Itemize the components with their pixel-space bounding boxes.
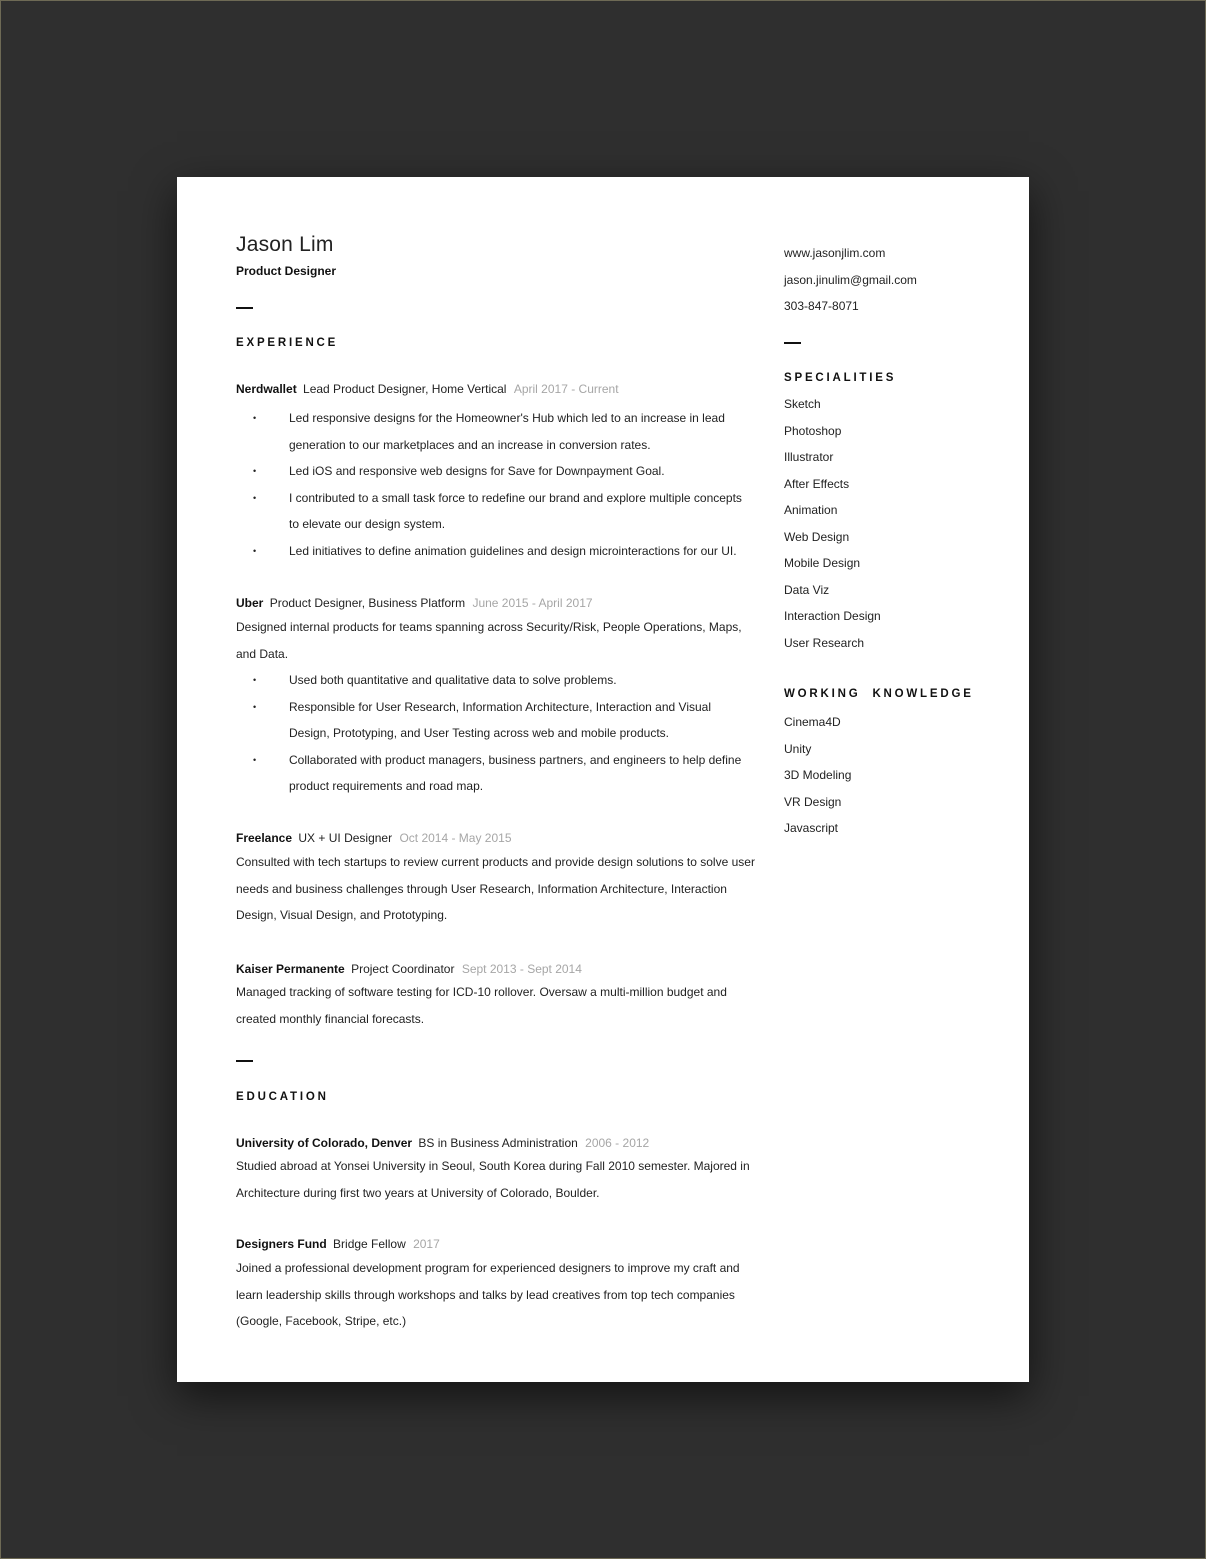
education-header-designers-fund [236, 1237, 440, 1251]
job-role: UX + UI Designer [298, 831, 393, 845]
list-item: Web Design [784, 529, 850, 544]
list-item: Cinema4D [784, 715, 841, 729]
job-role: Lead Product Designer, Home Vertical [303, 382, 507, 396]
list-item: Unity [784, 741, 812, 756]
email-link[interactable]: jason.jinulim@gmail.com [784, 273, 917, 287]
resume-page [177, 177, 1029, 1382]
list-item: Javascript [784, 821, 839, 835]
job-org: Kaiser Permanente [236, 962, 345, 976]
divider-dash [236, 307, 253, 309]
specialities-heading: SPECIALITIES [784, 372, 897, 384]
job-role: Project Coordinator [351, 962, 455, 976]
job-header-kaiser [236, 962, 582, 976]
education-dates: 2017 [413, 1237, 440, 1251]
job-header-uber [236, 596, 593, 610]
job-header-freelance [236, 831, 512, 845]
list-item: After Effects [784, 476, 850, 491]
divider-dash [236, 1060, 253, 1062]
list-item: Interaction Design [784, 609, 881, 623]
list-item: Mobile Design [784, 556, 861, 570]
list-item: • I contributed to a small task force to redefine our brand and explore multiple concepts to elevate our design system. [253, 485, 753, 538]
list-item: • Collaborated with product managers, business partners, and engineers to help define product requirements and road map. [253, 747, 753, 800]
list-item: User Research [784, 635, 865, 650]
job-header-nerdwallet [236, 382, 619, 396]
education-summary-colorado: Studied abroad at Yonsei University in Seoul, South Korea during Fall 2010 semester. Majored in Architecture during first two years at University of Colorado, Boulder. [236, 1159, 750, 1200]
job-summary-freelance: Consulted with tech startups to review current products and provide design solutions to solve user needs and business challenges through User Research, Information Architecture, Interaction Design, Visual Design, and Prototyping. [236, 855, 755, 922]
education-org: University of Colorado, Denver [236, 1136, 413, 1150]
education-degree: BS in Business Administration [418, 1136, 578, 1150]
job-bullets-uber [253, 667, 753, 800]
job-dates: June 2015 - April 2017 [472, 596, 593, 610]
list-item: 3D Modeling [784, 768, 852, 782]
job-dates: April 2017 - Current [513, 382, 619, 396]
working-knowledge-heading: WORKING KNOWLEDGE [784, 688, 974, 700]
website-link[interactable]: www.jasonjlim.com [784, 246, 886, 260]
candidate-name: Jason Lim [236, 233, 334, 256]
list-item: Data Viz [784, 582, 830, 597]
education-summary-designers-fund: Joined a professional development program for experienced designers to improve my craft and learn leadership skills through workshops and talks by lead creatives from top tech companies (Google, Facebook, Stripe, etc.) [236, 1261, 740, 1328]
list-item: • Led responsive designs for the Homeowner's Hub which led to an increase in lead generation to our marketplaces and an increase in conversion rates. [253, 405, 753, 458]
divider-dash [784, 342, 801, 344]
job-org: Uber [236, 596, 264, 610]
list-item: • Responsible for User Research, Information Architecture, Interaction and Visual Design, Prototyping, and User Testing across web and mobile products. [253, 694, 753, 747]
specialities-list [784, 391, 881, 656]
job-summary-uber: Designed internal products for teams spanning across Security/Risk, People Operations, Maps, and Data. [236, 620, 742, 661]
list-item: Photoshop [784, 423, 842, 438]
phone-number: 303-847-8071 [784, 299, 859, 313]
education-dates: 2006 - 2012 [585, 1136, 650, 1150]
education-org: Designers Fund [236, 1237, 327, 1251]
list-item: Illustrator [784, 450, 834, 464]
education-heading: EDUCATION [236, 1091, 329, 1103]
experience-heading: EXPERIENCE [236, 337, 339, 349]
education-degree: Bridge Fellow [333, 1237, 406, 1251]
list-item: VR Design [784, 794, 842, 809]
candidate-title: Product Designer [236, 264, 337, 278]
list-item: • Led iOS and responsive web designs for Save for Downpayment Goal. [253, 458, 753, 485]
list-item: • Led initiatives to define animation guidelines and design microinteractions for our UI. [253, 538, 753, 565]
list-item: Animation [784, 503, 838, 517]
education-header-colorado [236, 1136, 649, 1150]
list-item: • Used both quantitative and qualitative data to solve problems. [253, 667, 753, 694]
list-item: Sketch [784, 397, 821, 411]
job-role: Product Designer, Business Platform [269, 596, 466, 610]
job-org: Nerdwallet [236, 382, 297, 396]
job-org: Freelance [236, 831, 293, 845]
job-dates: Sept 2013 - Sept 2014 [461, 962, 582, 976]
job-bullets-nerdwallet [253, 405, 753, 564]
job-summary-kaiser: Managed tracking of software testing for ICD-10 rollover. Oversaw a multi-million budget and created monthly financial forecasts. [236, 985, 727, 1026]
job-dates: Oct 2014 - May 2015 [399, 831, 512, 845]
working-knowledge-list [784, 709, 851, 842]
